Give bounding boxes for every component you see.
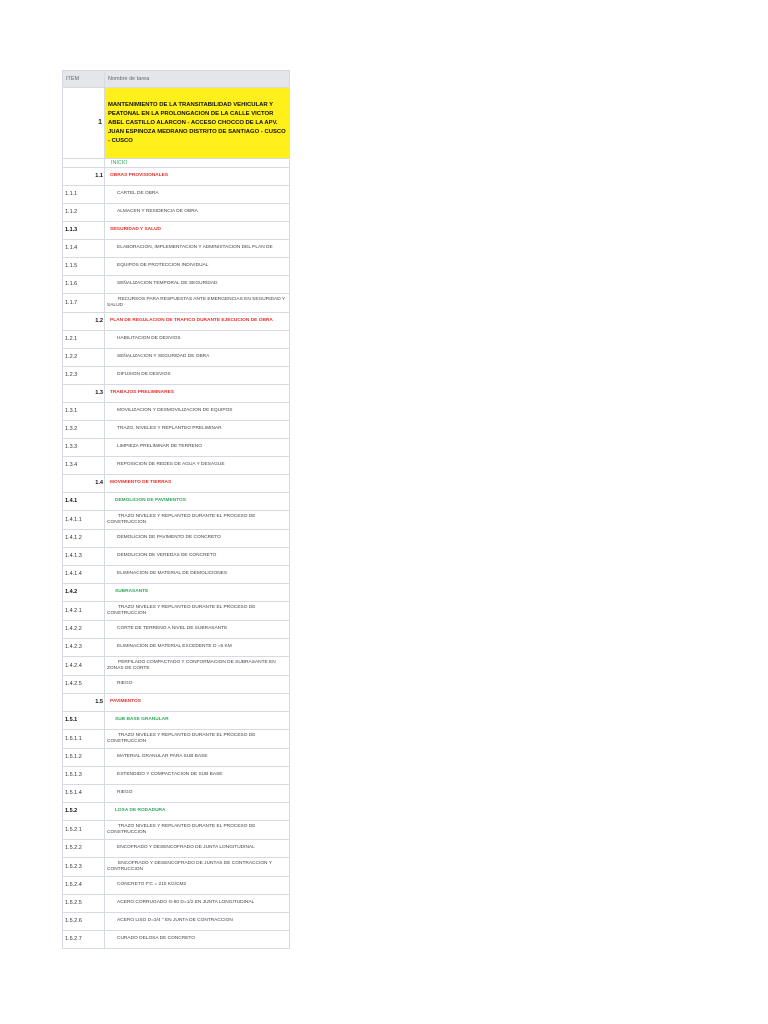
project-title: MANTENIMIENTO DE LA TRANSITABILIDAD VEHICULAR Y PEATONAL EN LA PROLONGACION DE LA CALLE VICTOR ABEL CASTILLO ALARCON - ACCESO CHOCCO DE LA APV. JUAN ESPINOZA MEDRANO DISTRITO DE SANTIAGO - CUSCO - CUSCO [105,88,290,159]
item-number: 1.4.1.4 [63,566,105,584]
item-number: 1.4.2.5 [63,676,105,694]
task-name: TRAZO NIVELES Y REPLANTEO DURANTE EL PROCESO DE CONSTRUCCION [105,602,290,621]
item-number: 1.1.6 [63,276,105,294]
item-number: 1.5.1 [63,712,105,730]
subsection-name: SEGURIDAD Y SALUD [105,222,290,240]
item-number: 1.3.4 [63,457,105,475]
item-number: 1.5.2.2 [63,840,105,858]
item-number: 1.4.2.1 [63,602,105,621]
item-number: 1.5.1.3 [63,767,105,785]
task-name: MATERIAL GRANULAR PARA SUB BASE [105,749,290,767]
task-name: DEMOLICION DE PAVIMENTO DE CONCRETO [105,530,290,548]
item-number: 1.5.2.6 [63,913,105,931]
section-name: OBRAS PROVISIONALES [105,168,290,186]
item-number: 1.5.2.5 [63,895,105,913]
inicio-row [63,159,290,168]
item-number: 1.1.7 [63,294,105,313]
header-name: Nombre de tarea [105,71,290,88]
item-number: 1.4 [63,475,105,493]
subsection-name: LOSA DE RODADURA [105,803,290,821]
item-number: 1.1.4 [63,240,105,258]
section-name: TRABAJOS PRELIMINARES [105,385,290,403]
task-table-sheet [62,70,289,949]
task-name: PERFILADO COMPACTADO Y CONFORMACION DE SUBRASANTE EN ZONAS DE CORTE [105,657,290,676]
item-number: 1.5.2.4 [63,877,105,895]
item-number: 1.3.1 [63,403,105,421]
task-name: RIEGO [105,676,290,694]
item-number: 1.2 [63,313,105,331]
task-name: EXTENDIDO Y COMPACTACION DE SUB BASE [105,767,290,785]
item-number: 1.5.2.1 [63,821,105,840]
item-number: 1.4.1 [63,493,105,511]
task-name: ALMACEN Y RESIDENCIA DE OBRA [105,204,290,222]
task-name: MOVILIZACION Y DESMOVILIZACION DE EQUIPOS [105,403,290,421]
task-name: TRAZO NIVELES Y REPLANTEO DURANTE EL PROCESO DE CONSTRUCCION [105,730,290,749]
item-number: 1.4.1.3 [63,548,105,566]
item-number: 1.1.3 [63,222,105,240]
section-name: PAVIMENTOS [105,694,290,712]
item-number: 1.2.3 [63,367,105,385]
task-name: ELIMINACION DE MATERIAL DE DEMOLICIONES [105,566,290,584]
task-name: ACERO CORRUGADO G-60 D=1/2 EN JUNTA LONGITUDINAL [105,895,290,913]
task-name: ENCOFRADO Y DESENCOFRADO DE JUNTAS DE CONTRACCION Y CONTRUCCION [105,858,290,877]
item-number: 1.5.2 [63,803,105,821]
task-name: REPOSICION DE REDES DE AGUA Y DESAGUE [105,457,290,475]
item-number: 1.3.2 [63,421,105,439]
task-table [62,70,290,949]
task-name: CORTE DE TERRENO A NIVEL DE SUBRASANTE [105,621,290,639]
section-name: MOVIMIENTO DE TIERRAS [105,475,290,493]
item-number: 1.2.1 [63,331,105,349]
task-name: ENCOFRADO Y DESENCOFRADO DE JUNTA LONGITUDINAL [105,840,290,858]
task-name: RIEGO [105,785,290,803]
header-item: ITEM [63,71,105,88]
item-number: 1.4.2.4 [63,657,105,676]
item-number: 1.2.2 [63,349,105,367]
inicio-item [63,159,105,168]
task-name: TRAZO, NIVELES Y REPLANTEO PRELIMINAR [105,421,290,439]
section-name: PLAN DE REGULACION DE TRAFICO DURANTE EJECUCION DE OBRA [105,313,290,331]
inicio-label: INICIO [105,159,290,168]
item-number: 1.5.2.7 [63,931,105,949]
item-number: 1.1.5 [63,258,105,276]
task-name: TRAZO NIVELES Y REPLANTEO DURANTE EL PROCESO DE CONSTRUCCION [105,511,290,530]
task-name: TRAZO NIVELES Y REPLANTEO DURANTE EL PROCESO DE CONSTRUCCION [105,821,290,840]
item-number: 1.1.2 [63,204,105,222]
item-number: 1.4.2.3 [63,639,105,657]
subsection-name: SUB BASE GRANULAR [105,712,290,730]
item-number: 1.5 [63,694,105,712]
item-number: 1.4.1.2 [63,530,105,548]
subsection-name: DEMOLICION DE PAVIMENTOS [105,493,290,511]
item-number: 1.5.1.2 [63,749,105,767]
item-number: 1.5.1.4 [63,785,105,803]
task-name: CARTEL DE OBRA [105,186,290,204]
item-number: 1.4.2 [63,584,105,602]
task-name: HABILITACION DE DESVIOS [105,331,290,349]
task-name: ELABORACION, IMPLEMENTACION Y ADMINISTACION DEL PLAN DE [105,240,290,258]
task-name: DEMOLICION DE VEREDAS DE CONCRETO [105,548,290,566]
task-name: CONCRETO F'C = 210 KG/CM2 [105,877,290,895]
project-number: 1 [63,88,105,159]
task-name: ELIMINACION DE MATERIAL EXCEDENTE D =5 KM [105,639,290,657]
table-header-row [63,71,290,88]
item-number: 1.3.3 [63,439,105,457]
task-name: LIMPIEZA PRELIMINAR DE TERRENO [105,439,290,457]
item-number: 1.4.2.2 [63,621,105,639]
item-number: 1.4.1.1 [63,511,105,530]
task-name: CURADO DELOSA DE CONCRETO [105,931,290,949]
project-title-row [63,88,290,159]
task-name: RECURSOS PARA RESPUESTAS ANTE EMERGENCIAS EN SEGURIDAD Y SALUD [105,294,290,313]
subsection-name: SUBRASANTE [105,584,290,602]
task-name: DIFUSION DE DESVIOS [105,367,290,385]
task-name: ACERO LISO D=3/4 " EN JUNTA DE CONTRACCION [105,913,290,931]
task-name: SEÑALIZACION TEMPORAL DE SEGURIDAD [105,276,290,294]
item-number: 1.1 [63,168,105,186]
task-name: SEÑALIZACION Y SEGURIDAD DE OBRA [105,349,290,367]
item-number: 1.3 [63,385,105,403]
item-number: 1.5.2.3 [63,858,105,877]
item-number: 1.5.1.1 [63,730,105,749]
item-number: 1.1.1 [63,186,105,204]
task-name: EQUIPOS DE PROTECCION INDIVIDUAL [105,258,290,276]
